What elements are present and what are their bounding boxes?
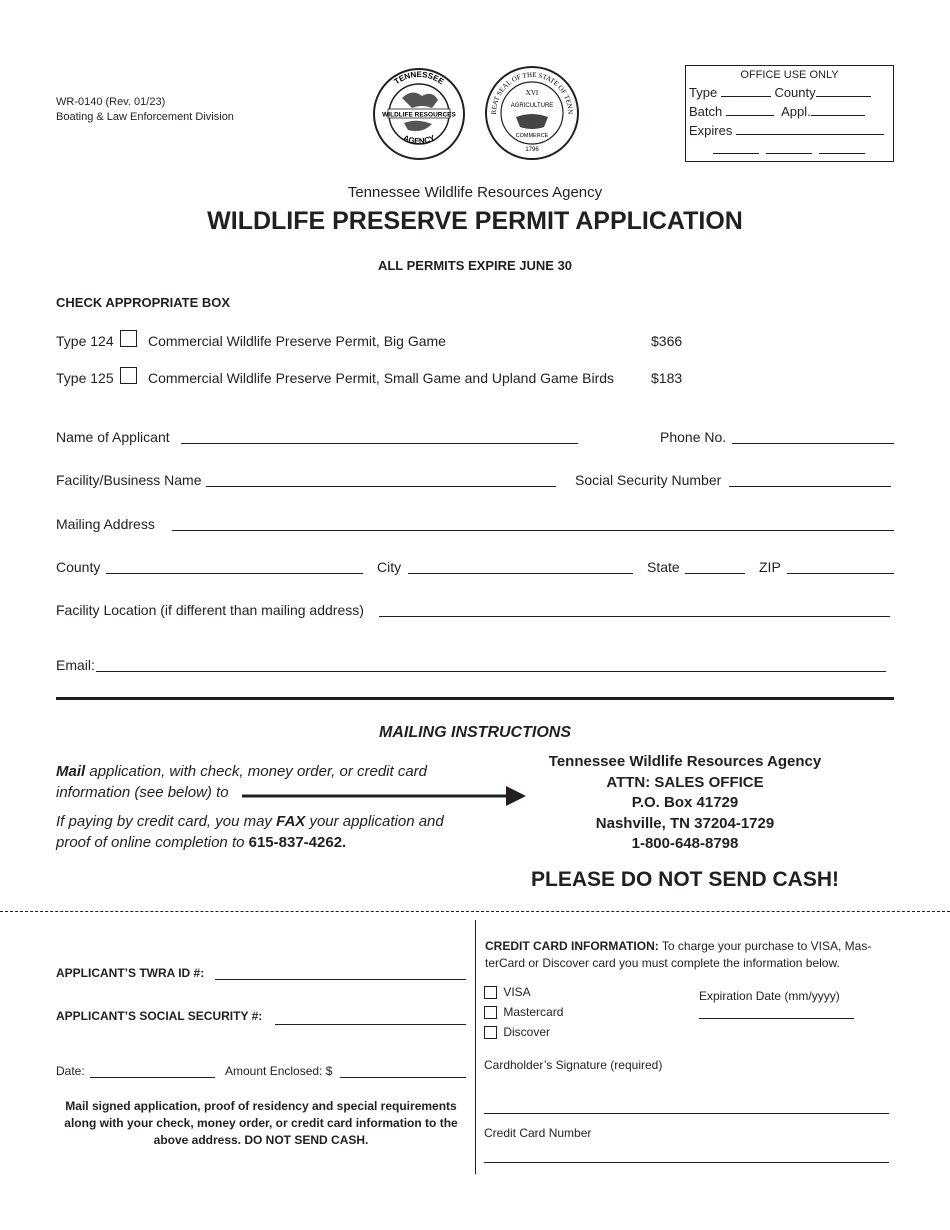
permit-type: Type 124 xyxy=(56,333,114,349)
expire-note: ALL PERMITS EXPIRE JUNE 30 xyxy=(377,258,573,273)
arrow-right-icon xyxy=(242,786,527,806)
mail-note: Mail signed application, proof of residency and special requirements along with your check, money order, or credit card information to the above address. DO NOT SEND CASH. xyxy=(64,1099,458,1147)
office-batch-line[interactable] xyxy=(726,102,774,116)
discover-checkbox[interactable] xyxy=(484,1026,497,1039)
state-input[interactable] xyxy=(685,559,745,574)
mailing-address xyxy=(515,752,855,855)
address-line: P.O. Box 41729 xyxy=(631,794,739,811)
office-expires-label: Expires xyxy=(689,123,733,138)
city-input[interactable] xyxy=(408,559,633,574)
address-line: Nashville, TN 37204-1729 xyxy=(595,814,775,832)
email-input[interactable] xyxy=(96,657,886,672)
permit-row-125 xyxy=(56,367,696,389)
cut-line xyxy=(0,911,950,912)
office-appl-label: Appl. xyxy=(781,104,811,119)
card-option-visa xyxy=(484,982,563,1002)
no-cash-warning: PLEASE DO NOT SEND CASH! xyxy=(530,868,840,891)
office-extra-line[interactable] xyxy=(819,148,865,154)
section-divider xyxy=(56,697,894,700)
svg-text:AGENCY: AGENCY xyxy=(401,133,437,146)
seal1-label: WILDLIFE RESOURCES xyxy=(382,111,456,119)
office-type-line[interactable] xyxy=(721,83,771,97)
date-input[interactable] xyxy=(90,1064,215,1078)
office-type-label: Type xyxy=(689,85,718,100)
amount-label: Amount Enclosed: $ xyxy=(225,1064,333,1078)
twra-id-label: APPLICANT’S TWRA ID #: xyxy=(56,966,205,980)
mail-text: application, with check, money order, or credit card xyxy=(85,763,428,780)
permit-desc: Commercial Wildlife Preserve Permit, Big Game xyxy=(148,333,446,349)
applicant-ssn-input[interactable] xyxy=(275,1011,466,1025)
zip-label: ZIP xyxy=(759,559,781,575)
amount-input[interactable] xyxy=(340,1064,466,1078)
office-extra-line[interactable] xyxy=(713,148,759,154)
county-input[interactable] xyxy=(106,559,363,574)
signature-label: Cardholder’s Signature (required) xyxy=(484,1058,663,1072)
cc-number-input[interactable] xyxy=(484,1149,889,1163)
permit-124-checkbox[interactable] xyxy=(120,330,137,347)
seal2-year: 1796 xyxy=(525,147,539,153)
location-label: Facility Location (if different than mailing address) xyxy=(56,602,364,618)
name-input[interactable] xyxy=(181,429,578,444)
check-heading: CHECK APPROPRIATE BOX xyxy=(56,295,231,310)
agency-name: Tennessee Wildlife Resources Agency xyxy=(347,184,603,201)
permit-desc: Commercial Wildlife Preserve Permit, Small Game and Upland Game Birds xyxy=(148,370,615,386)
zip-input[interactable] xyxy=(787,559,894,574)
applicant-ssn-label: APPLICANT’S SOCIAL SECURITY #: xyxy=(56,1009,263,1023)
card-options xyxy=(484,982,563,1042)
city-label: City xyxy=(377,559,402,575)
page-title: WILDLIFE PRESERVE PERMIT APPLICATION xyxy=(207,207,743,235)
cc-intro xyxy=(485,938,895,971)
name-field xyxy=(56,429,170,445)
fax-pre: If paying by credit card, you may xyxy=(56,813,277,830)
form-number: WR-0140 (Rev. 01/23) xyxy=(56,96,166,108)
location-input[interactable] xyxy=(379,602,890,617)
division-name: Boating & Law Enforcement Division xyxy=(56,111,234,123)
svg-text:TENNESSEE: TENNESSEE xyxy=(392,69,446,87)
mastercard-checkbox[interactable] xyxy=(484,1006,497,1019)
cc-intro-text: To charge your purchase to VISA, Mas-terCard or Discover card you must complete the information below. xyxy=(485,939,872,970)
address-line: ATTN: SALES OFFICE xyxy=(606,773,764,791)
permit-row-124 xyxy=(56,330,696,352)
card-label: Discover xyxy=(503,1025,551,1039)
address-line: Tennessee Wildlife Resources Agency xyxy=(548,753,822,770)
card-label: Mastercard xyxy=(503,1005,564,1019)
signature-input[interactable] xyxy=(484,1100,889,1114)
office-use-box xyxy=(685,65,894,162)
office-appl-line[interactable] xyxy=(811,102,865,116)
mail-text-2: information (see below) to xyxy=(56,784,229,801)
email-label: Email: xyxy=(56,657,95,673)
fax-number: 615-837-4262. xyxy=(248,834,347,851)
office-extra-line[interactable] xyxy=(766,148,812,154)
seal2-commerce: COMMERCE xyxy=(515,133,549,139)
expiration-input[interactable] xyxy=(699,1005,854,1019)
expiration-label: Expiration Date (mm/yyyy) xyxy=(699,989,840,1003)
county-label: County xyxy=(56,559,101,575)
fax-line-2: proof of online completion to xyxy=(56,834,249,851)
state-seal xyxy=(484,65,580,161)
office-batch-label: Batch xyxy=(689,104,723,119)
visa-checkbox[interactable] xyxy=(484,986,497,999)
mailing-input[interactable] xyxy=(172,516,894,531)
fax-word: FAX xyxy=(276,813,306,830)
cc-number-label: Credit Card Number xyxy=(484,1126,592,1140)
state-label: State xyxy=(647,559,680,575)
permit-price: $183 xyxy=(651,370,683,386)
phone-label: Phone No. xyxy=(660,429,727,445)
mailing-label: Mailing Address xyxy=(56,516,155,532)
ssn-input[interactable] xyxy=(729,472,891,487)
card-label: VISA xyxy=(503,985,531,999)
office-county-line[interactable] xyxy=(816,83,871,97)
ssn-label: Social Security Number xyxy=(575,472,722,488)
seal2-label: AGRICULTURE xyxy=(510,103,554,109)
twra-seal xyxy=(372,68,466,160)
card-option-discover xyxy=(484,1022,563,1042)
mail-word: Mail xyxy=(56,763,86,780)
permit-type: Type 125 xyxy=(56,370,114,386)
facility-label: Facility/Business Name xyxy=(56,472,202,488)
date-label: Date: xyxy=(56,1064,85,1078)
form-header xyxy=(56,95,234,125)
mail-instructions xyxy=(56,761,476,853)
facility-input[interactable] xyxy=(206,472,556,487)
svg-text:THE GREAT SEAL OF THE STATE OF: REAT SEAL OF THE STATE OF TENN xyxy=(489,70,575,115)
name-label: Name of Applicant xyxy=(56,429,170,445)
permit-125-checkbox[interactable] xyxy=(120,367,137,384)
twra-id-input[interactable] xyxy=(215,966,466,980)
phone-input[interactable] xyxy=(732,429,894,444)
address-line: 1-800-648-8798 xyxy=(631,835,739,852)
office-county-label: County xyxy=(774,85,816,100)
fax-post: your application and xyxy=(305,813,444,830)
mailing-heading: MAILING INSTRUCTIONS xyxy=(379,724,571,741)
office-expires-line[interactable] xyxy=(736,121,884,135)
permit-price: $366 xyxy=(651,333,683,349)
office-use-title: OFFICE USE ONLY xyxy=(740,69,839,81)
column-divider xyxy=(475,920,476,1174)
cc-heading: CREDIT CARD INFORMATION: xyxy=(485,939,659,953)
seal2-xvi: XVI xyxy=(525,89,539,97)
card-option-mastercard xyxy=(484,1002,563,1022)
